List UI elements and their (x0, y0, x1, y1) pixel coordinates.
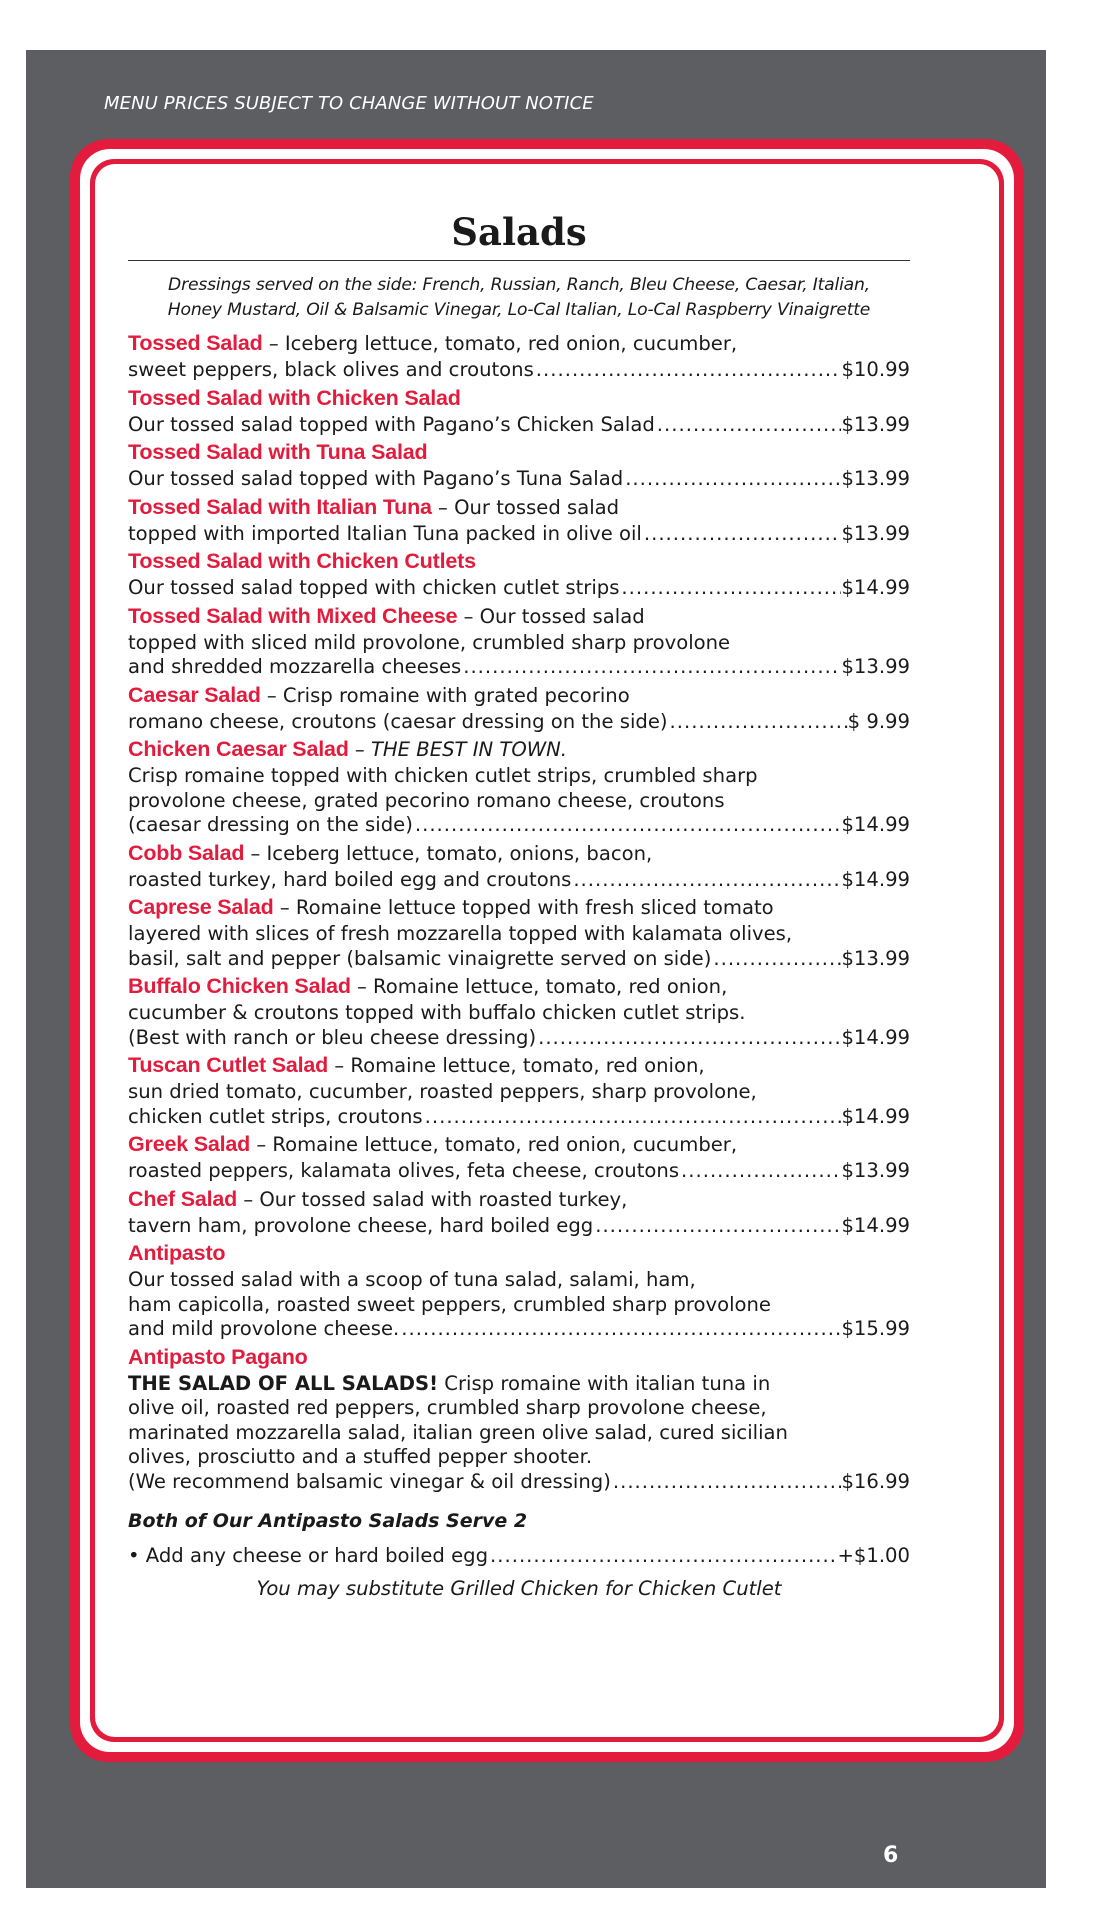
item-description: (Best with ranch or bleu cheese dressing) (128, 1025, 537, 1049)
dot-leader (488, 1544, 837, 1567)
item-name: Tossed Salad with Tuna Salad (128, 440, 428, 464)
dot-leader (423, 1105, 842, 1130)
item-description: Our tossed salad topped with Pagano’s Tuna Salad (128, 467, 624, 490)
item-description: – Iceberg lettuce, tomato, red onion, cucumber, (268, 332, 738, 355)
item-name: Tossed Salad with Chicken Salad (128, 385, 461, 410)
item-description: (We recommend balsamic vinegar & oil dressing) (128, 1469, 611, 1493)
item-description: sweet peppers, black olives and croutons (128, 358, 534, 381)
dot-leader (413, 813, 842, 838)
item-name: Tossed Salad with Italian Tuna (128, 494, 432, 519)
dot-leader (642, 522, 842, 547)
item-name: Tuscan Cutlet Salad (128, 1053, 329, 1077)
item-price: $ 9.99 (847, 709, 910, 733)
menu-item (128, 1051, 910, 1129)
item-description: – Our tossed salad with roasted turkey, (243, 1187, 628, 1211)
menu-item (128, 681, 910, 735)
item-description: – Romaine lettuce, tomato, red onion, (334, 1054, 705, 1077)
item-name: Buffalo Chicken Salad (128, 974, 351, 998)
item-name: Caesar Salad (128, 682, 261, 707)
item-price: $13.99 (841, 521, 910, 545)
item-description: – (354, 738, 371, 761)
item-price: $13.99 (841, 467, 910, 490)
dot-leader (399, 1317, 841, 1342)
item-name: Antipasto (128, 1241, 226, 1265)
menu-item (128, 602, 910, 680)
menu-item (128, 493, 910, 547)
menu-item (128, 1130, 910, 1184)
item-price: $14.99 (841, 1025, 910, 1049)
item-price: $14.99 (841, 1213, 910, 1237)
menu-item (128, 329, 910, 383)
dot-leader (679, 1159, 841, 1184)
dot-leader (571, 868, 841, 893)
menu-item (128, 384, 910, 438)
dot-leader (619, 576, 841, 601)
item-description: and shredded mozzarella cheeses (128, 655, 462, 678)
menu-item (128, 1343, 910, 1495)
item-name: Tossed Salad (128, 331, 263, 355)
item-description: (caesar dressing on the side) (128, 813, 413, 836)
dot-leader (668, 710, 848, 735)
item-description: tavern ham, provolone cheese, hard boiled egg (128, 1213, 594, 1237)
item-name: Greek Salad (128, 1132, 251, 1156)
item-price: $16.99 (841, 1469, 910, 1493)
item-description: olive oil, roasted red peppers, crumbled sharp provolone cheese, (128, 1396, 767, 1419)
item-price: $13.99 (841, 946, 910, 970)
item-description: Our tossed salad topped with chicken cutlet strips (128, 576, 620, 599)
price-notice: MENU PRICES SUBJECT TO CHANGE WITHOUT NOTICE (104, 93, 594, 114)
item-description: layered with slices of fresh mozzarella topped with kalamata olives, (128, 922, 793, 945)
item-description: Our tossed salad topped with Pagano’s Chicken Salad (128, 412, 655, 436)
section-title: Salads (128, 210, 910, 261)
item-description: and mild provolone cheese. (128, 1317, 400, 1340)
item-description: marinated mozzarella salad, italian green olive salad, cured sicilian (128, 1420, 788, 1444)
item-description: Crisp romaine with italian tuna in (438, 1371, 771, 1395)
item-price: $13.99 (841, 412, 910, 436)
item-description: topped with sliced mild provolone, crumbled sharp provolone (128, 630, 731, 654)
dot-leader (534, 358, 842, 383)
item-price: $14.99 (841, 813, 910, 836)
item-description: romano cheese, croutons (caesar dressing on the side) (128, 709, 668, 733)
menu-content (128, 210, 910, 1600)
item-name: Tossed Salad with Mixed Cheese (128, 603, 458, 628)
item-description: Our tossed salad with a scoop of tuna salad, salami, ham, (128, 1268, 696, 1291)
item-price: $10.99 (841, 358, 910, 381)
dot-leader (593, 1214, 841, 1239)
item-name: Chef Salad (128, 1186, 238, 1211)
item-highlight: THE SALAD OF ALL SALADS! (128, 1371, 439, 1395)
dot-leader (623, 467, 841, 492)
item-description: – Our tossed salad (463, 604, 645, 628)
item-name: Tossed Salad with Chicken Cutlets (128, 549, 476, 573)
menu-item (128, 547, 910, 601)
item-tagline: THE BEST IN TOWN. (370, 738, 568, 761)
dressings-line: Honey Mustard, Oil & Balsamic Vinegar, Lo-Cal Italian, Lo-Cal Raspberry Vinaigrette (167, 300, 871, 320)
item-name: Antipasto Pagano (128, 1344, 308, 1369)
menu-items-list (128, 329, 910, 1494)
menu-item (128, 1185, 910, 1239)
item-description: olives, prosciutto and a stuffed pepper shooter. (128, 1445, 593, 1468)
item-description: – Romaine lettuce, tomato, red onion, cucumber, (256, 1133, 738, 1156)
dot-leader (611, 1470, 842, 1495)
item-description: basil, salt and pepper (balsamic vinaigrette served on side) (128, 946, 712, 970)
addon-text: • Add any cheese or hard boiled egg (128, 1544, 489, 1567)
item-description: Crisp romaine topped with chicken cutlet strips, crumbled sharp (128, 764, 758, 787)
item-description: provolone cheese, grated pecorino romano cheese, croutons (128, 788, 725, 812)
menu-item (128, 972, 910, 1050)
item-name: Cobb Salad (128, 840, 245, 865)
item-description: topped with imported Italian Tuna packed in olive oil (128, 521, 642, 545)
dressings-note (128, 273, 910, 323)
item-description: ham capicolla, roasted sweet peppers, crumbled sharp provolone (128, 1292, 771, 1316)
dot-leader (711, 947, 841, 972)
menu-item (128, 735, 910, 838)
dot-leader (655, 413, 842, 438)
dot-leader (536, 1026, 841, 1051)
item-description: – Crisp romaine with grated pecorino (266, 683, 630, 707)
item-description: cucumber & croutons topped with buffalo chicken cutlet strips. (128, 1001, 746, 1024)
addon-line (128, 1544, 910, 1567)
substitute-note: You may substitute Grilled Chicken for Chicken Cutlet (256, 1577, 782, 1600)
item-price: $14.99 (841, 867, 910, 891)
dot-leader (461, 655, 841, 680)
dressings-line: Dressings served on the side: French, Russian, Ranch, Bleu Cheese, Caesar, Italian, (168, 275, 870, 295)
item-description: – Romaine lettuce, tomato, red onion, (357, 975, 728, 998)
item-price: $14.99 (841, 576, 910, 599)
item-price: $13.99 (841, 655, 910, 678)
item-description: – Our tossed salad (438, 495, 620, 519)
item-name: Chicken Caesar Salad (128, 737, 349, 761)
item-description: – Romaine lettuce topped with fresh sliced tomato (279, 896, 774, 919)
item-description: – Iceberg lettuce, tomato, onions, bacon, (250, 841, 653, 865)
item-description: chicken cutlet strips, croutons (128, 1104, 423, 1128)
serves-note: Both of Our Antipasto Salads Serve 2 (128, 1510, 528, 1532)
item-description: roasted peppers, kalamata olives, feta cheese, croutons (128, 1159, 680, 1182)
addon-price: +$1.00 (837, 1544, 910, 1567)
item-price: $13.99 (841, 1159, 910, 1182)
menu-item (128, 893, 910, 971)
item-name: Caprese Salad (128, 895, 274, 919)
item-description: sun dried tomato, cucumber, roasted peppers, sharp provolone, (128, 1080, 757, 1103)
item-price: $14.99 (841, 1104, 910, 1128)
item-price: $15.99 (841, 1317, 910, 1340)
item-description: roasted turkey, hard boiled egg and croutons (128, 867, 572, 891)
page-number: 6 (883, 1843, 899, 1868)
menu-item (128, 438, 910, 492)
menu-item (128, 1239, 910, 1342)
menu-item (128, 839, 910, 893)
